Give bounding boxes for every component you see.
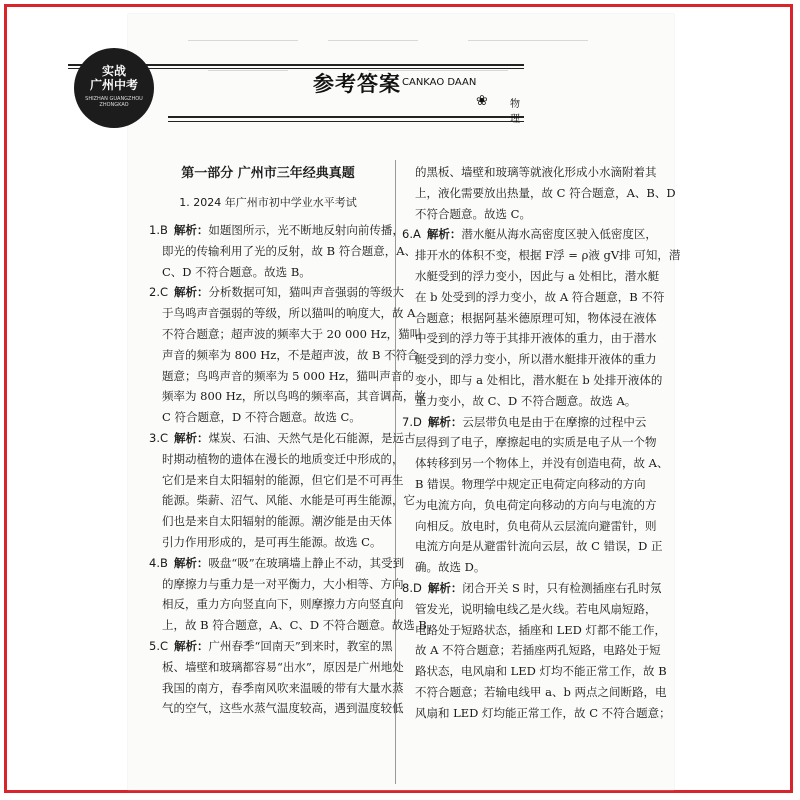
answer-text: 水艇受到的浮力变小，因此与 a 处相比，潜水艇 bbox=[415, 268, 660, 283]
answer-text-line bbox=[149, 386, 426, 407]
subject-label: 物理 bbox=[510, 99, 520, 125]
answer-text: 为电流方向，负电荷定向移动的方向与电流的方 bbox=[415, 497, 657, 512]
badge-line1: 实战 bbox=[101, 64, 126, 78]
answer-text: 不符合题意；超声波的频率大于 20 000 Hz，猫叫 bbox=[162, 326, 422, 341]
analysis-label: 解析： bbox=[173, 555, 209, 570]
answer-text: 广州春季“回南天”到来时，教室的黑 bbox=[208, 638, 393, 653]
flower-icon: ❀ bbox=[476, 93, 488, 109]
answer-text: 故 A 不符合题意；若插座两孔短路，电路处于短 bbox=[415, 643, 661, 658]
badge-line2: 广州中考 bbox=[89, 78, 138, 92]
answer-text-line bbox=[149, 490, 415, 511]
answer-text: 路状态，电风扇和 LED 灯均不能正常工作，故 B bbox=[415, 664, 667, 679]
answer-text: 题意；鸟鸣声音的频率为 5 000 Hz，猫叫声音的 bbox=[162, 368, 414, 383]
header-rule bbox=[168, 121, 524, 122]
answer-text: 变小，即与 a 处相比，潜水艇在 b 处排开液体的 bbox=[415, 372, 663, 387]
answer-text-line bbox=[149, 366, 414, 387]
part-title: 第一部分 广州市三年经典真题 bbox=[181, 166, 355, 181]
answer-text: 体转移到另一个物体上，并没有创造电荷，故 A、 bbox=[415, 456, 669, 471]
answer-text-line bbox=[149, 657, 404, 678]
answer-number: 7.D bbox=[402, 414, 422, 429]
answer-text: 于鸟鸣声音强弱的等级，所以猫叫的响度大，故 A bbox=[162, 306, 416, 321]
answer-text-line bbox=[402, 308, 666, 329]
answer-text: C、D 不符合题意。故选 B。 bbox=[162, 264, 311, 279]
answer-text: C 符合题意，D 不符合题意。故选 C。 bbox=[162, 410, 361, 425]
answer-number: 4.B bbox=[149, 555, 168, 570]
right-column bbox=[402, 162, 681, 724]
answer-text: 引力作用形成的，是可再生能源。故选 C。 bbox=[162, 534, 382, 549]
exam-title: 1. 2024 年广州市初中学业水平考试 bbox=[179, 196, 357, 209]
series-badge bbox=[74, 48, 154, 128]
answer-text: 层得到了电子，摩擦起电的实质是电子从一个物 bbox=[415, 435, 657, 450]
answer-item-start bbox=[149, 636, 393, 657]
answer-text-line bbox=[402, 204, 666, 225]
answer-text: B 错误。物理学中规定正电荷定向移动的方向 bbox=[415, 476, 646, 491]
answer-text-line bbox=[149, 407, 387, 428]
answer-text-line bbox=[402, 183, 676, 204]
answer-item-start bbox=[402, 224, 666, 245]
answer-text: 气的空气，这些水蒸气温度较高，遇到温度较低 bbox=[162, 701, 404, 716]
answer-text: 不符合题意；若输电线甲 a、b 两点之间断路，电 bbox=[415, 684, 667, 699]
answer-text-line bbox=[149, 470, 404, 491]
answer-item-start bbox=[149, 220, 404, 241]
answer-text-line bbox=[149, 594, 404, 615]
analysis-label: 解析： bbox=[427, 414, 463, 429]
answer-text-line bbox=[402, 640, 666, 661]
answer-text: 相反，重力方向竖直向下，则摩擦力方向竖直向 bbox=[162, 597, 404, 612]
answer-text: 重力变小，故 C、D 不符合题意。故选 A。 bbox=[415, 393, 637, 408]
analysis-label: 解析： bbox=[173, 223, 209, 237]
header-rule bbox=[168, 116, 524, 118]
answer-text: 向相反。放电时，负电荷从云层流向避雷针，则 bbox=[415, 518, 657, 533]
answer-text: 合题意；根据阿基米德原理可知，物体浸在液体 bbox=[415, 310, 657, 325]
answer-text: 云层带负电是由于在摩擦的过程中云 bbox=[462, 414, 647, 429]
answer-text-line bbox=[402, 599, 666, 620]
answer-text: 板、墙壁和玻璃都容易“出水”，原因是广州地处 bbox=[162, 659, 404, 674]
answer-text: 分析数据可知，猫叫声音强弱的等级大 bbox=[208, 285, 405, 300]
answer-text-line bbox=[149, 698, 404, 719]
answer-key-header bbox=[68, 50, 524, 125]
right-column-body bbox=[402, 162, 681, 724]
answer-text-line bbox=[149, 574, 404, 595]
answer-text: 不符合题意。故选 C。 bbox=[415, 206, 531, 221]
answer-text: 它们是来自太阳辐射的能源，但它们是不可再生 bbox=[162, 472, 404, 487]
answer-text-line bbox=[149, 262, 387, 283]
answer-text: 们也是来自太阳辐射的能源。潮汐能是由天体 bbox=[162, 514, 392, 529]
analysis-label: 解析： bbox=[427, 580, 463, 595]
answer-text: 艇受到的浮力变小，所以潜水艇排开液体的重力 bbox=[415, 352, 657, 367]
answer-text: 电路处于短路状态，插座和 LED 灯都不能工作， bbox=[415, 622, 667, 637]
analysis-label: 解析： bbox=[174, 430, 209, 445]
answer-text-line bbox=[402, 620, 666, 641]
answer-text: 上，液化需要放出热量，故 C 符合题意，A、B、D bbox=[415, 185, 676, 200]
answer-text: 潜水艇从海水高密度区驶入低密度区， bbox=[461, 227, 657, 242]
answer-text-line bbox=[402, 162, 666, 183]
answer-text-line bbox=[402, 287, 666, 308]
title-pinyin: CANKAO DAAN bbox=[402, 77, 477, 88]
answer-number: 8.D bbox=[402, 580, 422, 595]
answer-text: 能源。柴薪、沼气、风能、水能是可再生能源，它 bbox=[162, 493, 415, 508]
answer-text-line bbox=[402, 516, 666, 537]
answer-text: 的黑板、墙壁和玻璃等就液化形成小水滴附着其 bbox=[415, 165, 657, 179]
answer-text-line bbox=[402, 703, 671, 724]
analysis-label: 解析： bbox=[174, 285, 209, 300]
answer-text-line bbox=[149, 303, 416, 324]
answer-text-line bbox=[402, 370, 666, 391]
answer-number: 1.B bbox=[149, 223, 168, 237]
answer-text: 频率为 800 Hz，所以鸟鸣的频率高，其音调高，故 bbox=[162, 389, 426, 404]
badge-subtitle: SHIZHAN GUANGZHOU ZHONGKAO bbox=[85, 96, 143, 108]
answer-text-line bbox=[402, 495, 666, 516]
answer-text: 电流方向是从避雷针流向云层，故 C 错误，D 正 bbox=[415, 539, 663, 554]
answer-text-line bbox=[402, 391, 666, 412]
answer-text-line bbox=[149, 345, 419, 366]
answer-text: 煤炭、石油、天然气是化石能源，是远古 bbox=[208, 430, 416, 445]
answer-text-line bbox=[402, 453, 669, 474]
analysis-label: 解析： bbox=[174, 638, 209, 653]
answer-number: 6.A bbox=[402, 227, 421, 242]
answer-text: 管发光，说明输电线乙是火线。若电风扇短路， bbox=[415, 601, 657, 616]
answer-text: 确。故选 D。 bbox=[415, 560, 486, 575]
answer-text-line bbox=[149, 678, 404, 699]
page-title: 参考答案 bbox=[313, 72, 401, 96]
answer-number: 5.C bbox=[149, 638, 169, 653]
answer-text-line bbox=[402, 474, 666, 495]
answer-text: 在 b 处受到的浮力变小，故 A 符合题意，B 不符 bbox=[415, 289, 665, 304]
answer-text-line bbox=[149, 324, 422, 345]
answer-text-line bbox=[402, 661, 666, 682]
answer-text: 的摩擦力与重力是一对平衡力，大小相等、方向 bbox=[162, 576, 404, 591]
answer-text-line bbox=[149, 615, 439, 636]
answer-item-start bbox=[402, 578, 666, 599]
answer-text: 吸盘“吸”在玻璃墙上静止不动，其受到 bbox=[208, 555, 405, 570]
answer-text-line bbox=[149, 241, 417, 262]
answer-text-line bbox=[402, 682, 666, 703]
answer-text-line bbox=[402, 432, 666, 453]
answer-text-line bbox=[402, 245, 681, 266]
bleed-through-text bbox=[168, 40, 588, 41]
answer-text: 风扇和 LED 灯均能正常工作，故 C 不符合题意； bbox=[415, 705, 671, 720]
answer-item-start bbox=[149, 428, 416, 449]
answer-text-line bbox=[402, 328, 666, 349]
answer-text-line bbox=[149, 511, 392, 532]
analysis-label: 解析： bbox=[426, 227, 462, 242]
answer-text: 中受到的浮力等于其排开液体的重力，由于潜水 bbox=[415, 331, 657, 346]
answer-text: 时期动植物的遗体在漫长的地质变迁中形成的， bbox=[162, 451, 404, 466]
answer-text-line bbox=[402, 266, 666, 287]
answer-text-line bbox=[402, 557, 666, 578]
answer-item-start bbox=[402, 412, 666, 433]
answer-number: 2.C bbox=[149, 285, 169, 300]
answer-text: 我国的南方，春季南风吹来温暖的带有大量水蒸 bbox=[162, 680, 404, 695]
answer-text-line bbox=[402, 536, 666, 557]
answer-text: 即光的传输利用了光的反射，故 B 符合题意，A、 bbox=[162, 243, 417, 258]
answer-item-start bbox=[149, 282, 405, 303]
answer-text: 如题图所示，光不断地反射向前传播， bbox=[208, 223, 404, 237]
answer-text: 排开水的体积不变，根据 F浮 = ρ液 gV排 可知，潜 bbox=[415, 248, 681, 263]
answer-text-line bbox=[149, 532, 387, 553]
answer-text-line bbox=[149, 449, 404, 470]
answer-text: 声音的频率为 800 Hz，不是超声波，故 B 不符合 bbox=[162, 347, 419, 362]
answer-text-line bbox=[402, 349, 666, 370]
answer-number: 3.C bbox=[149, 430, 169, 445]
answer-text: 上，故 B 符合题意，A、C、D 不符合题意。故选 B。 bbox=[162, 618, 439, 633]
answer-item-start bbox=[149, 553, 405, 574]
answer-text: 闭合开关 S 时，只有检测插座右孔时氖 bbox=[462, 580, 662, 595]
